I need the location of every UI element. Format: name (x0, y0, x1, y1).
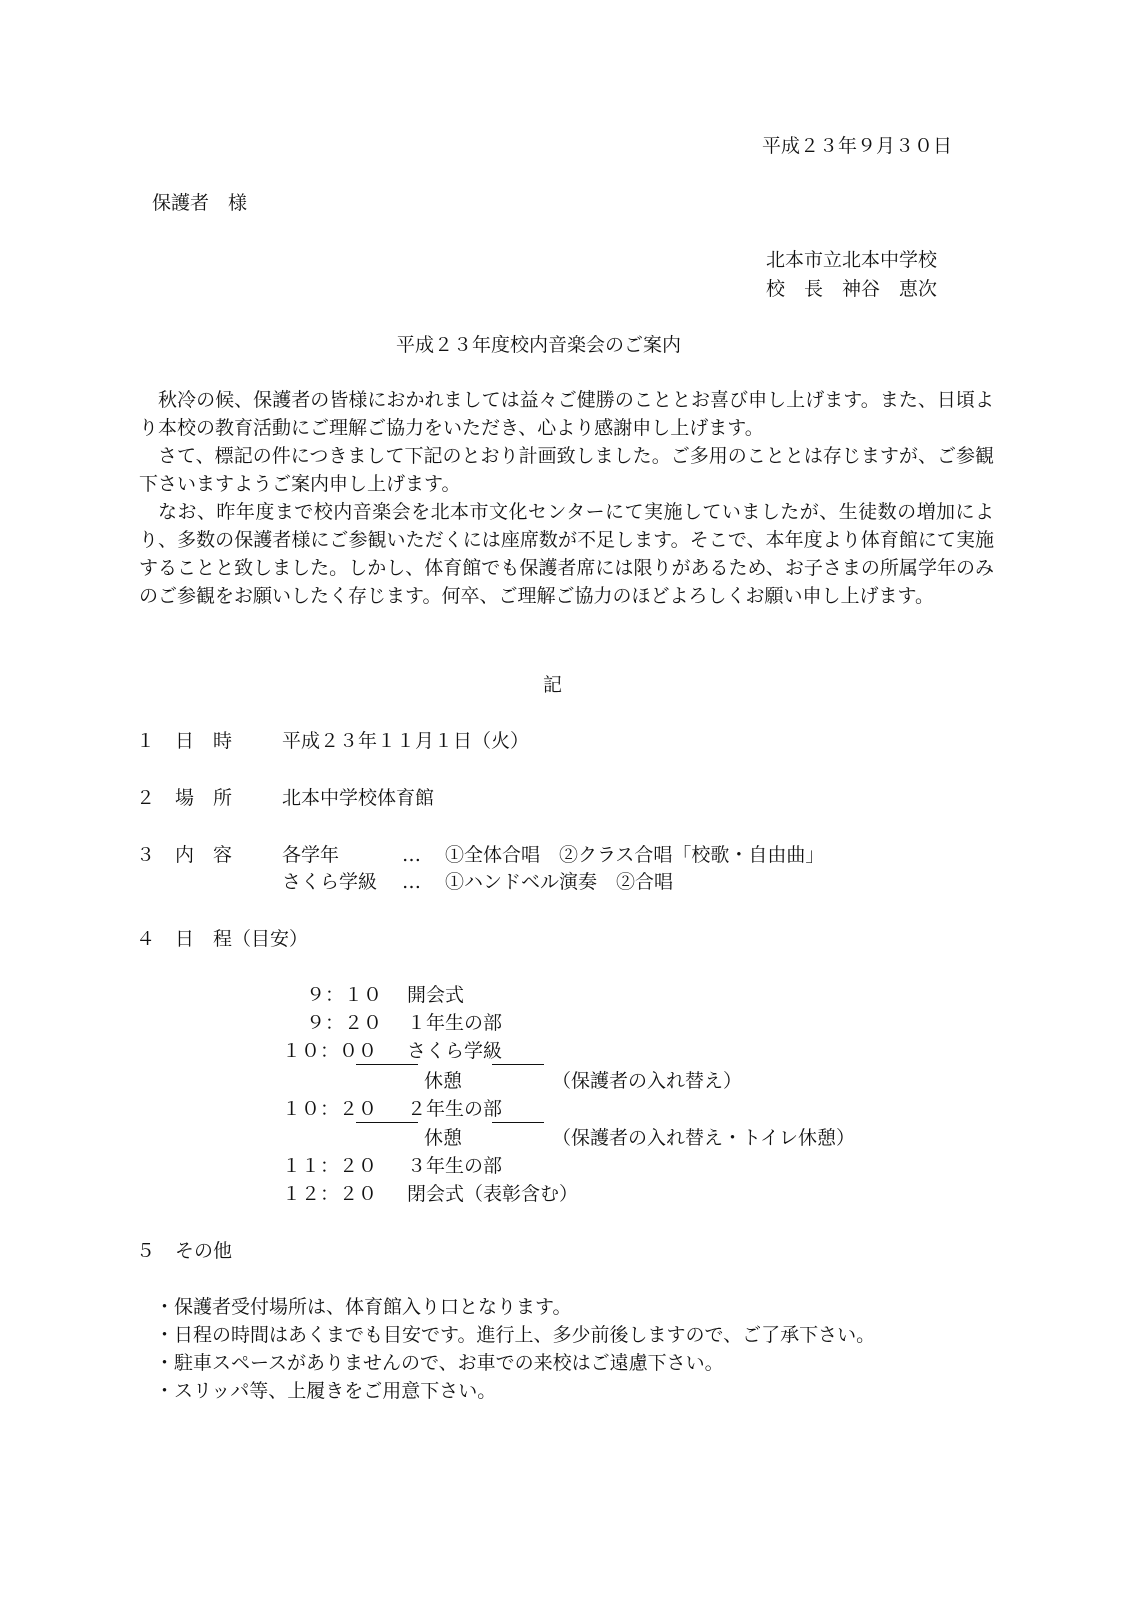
schedule-note: （保護者の入れ替え・トイレ休憩） (552, 1127, 856, 1149)
schedule-time: ９：１０ (306, 984, 383, 1006)
item-label: 内 容 (175, 844, 233, 866)
schedule-time: １０：２０ (282, 1098, 378, 1120)
note-item: ・日程の時間はあくまでも目安です。進行上、多少前後しますので、ご了承下さい。 (155, 1324, 876, 1346)
schedule-time: ９：２０ (306, 1012, 383, 1034)
schedule-event: 閉会式（表彰含む） (407, 1183, 579, 1205)
content-dots: … (402, 844, 421, 866)
schedule-event: ２年生の部 (407, 1098, 503, 1120)
bracket-line (356, 1122, 418, 1123)
schedule-event: 休憩 (424, 1070, 463, 1092)
item-label: 日 時 (175, 730, 233, 752)
schedule-time: １１：２０ (282, 1155, 378, 1177)
bracket-line (492, 1122, 544, 1123)
item-number: ４ (136, 928, 156, 950)
schedule-event: ３年生の部 (407, 1155, 503, 1177)
item-label: 場 所 (175, 787, 233, 809)
item-value: 平成２３年１１月１日（火） (282, 730, 530, 752)
schedule-event: さくら学級 (407, 1040, 503, 1062)
note-item: ・スリッパ等、上履きをご用意下さい。 (155, 1380, 497, 1402)
body-paragraph-3: なお、昨年度まで校内音楽会を北本市文化センターにて実施していましたが、生徒数の増加により、多数の保護者様にご参観いただくには座席数が不足します。そこで、本年度より体育館にて実施することと致しました。しかし、体育館でも保護者席には限りがあるため、お子さまの所属学年のみのご参観をお願いしたく存じます。何卒、ご理解ご協力のほどよろしくお願い申し上げます。 (139, 501, 994, 607)
schedule-note: （保護者の入れ替え） (552, 1070, 743, 1092)
item-number: ５ (136, 1240, 156, 1262)
note-item: ・駐車スペースがありませんので、お車での来校はご遠慮下さい。 (155, 1352, 724, 1374)
item-number: １ (136, 730, 156, 752)
note-item: ・保護者受付場所は、体育館入り口となります。 (155, 1296, 572, 1318)
item-label: 日 程（目安） (175, 928, 309, 950)
content-group: さくら学級 (282, 871, 378, 893)
sender-school: 北本市立北本中学校 (766, 249, 938, 271)
schedule-time: １２：２０ (282, 1183, 378, 1205)
addressee: 保護者 様 (152, 192, 248, 214)
schedule-event: 開会式 (407, 984, 465, 1006)
content-dots: … (402, 871, 421, 893)
bracket-line (356, 1064, 418, 1065)
content-detail: ①全体合唱 ②クラス合唱「校歌・自由曲」 (445, 844, 825, 866)
content-detail: ①ハンドベル演奏 ②合唱 (445, 871, 674, 893)
letter-date: 平成２３年９月３０日 (761, 135, 952, 157)
ki-heading: 記 (543, 674, 563, 696)
sender-principal: 校 長 神谷 恵次 (766, 278, 938, 300)
document-title: 平成２３年度校内音楽会のご案内 (396, 334, 682, 356)
item-label: その他 (175, 1240, 233, 1262)
item-number: ２ (136, 787, 156, 809)
schedule-time: １０：００ (282, 1040, 378, 1062)
body-paragraph-1: 秋冷の候、保護者の皆様におかれましては益々ご健勝のこととお喜び申し上げます。また、日頃より本校の教育活動にご理解ご協力をいただき、心より感謝申し上げます。 (139, 389, 994, 439)
content-group: 各学年 (282, 844, 340, 866)
schedule-event: １年生の部 (407, 1012, 503, 1034)
item-value: 北本中学校体育館 (282, 787, 435, 809)
bracket-line (492, 1064, 544, 1065)
schedule-event: 休憩 (424, 1127, 463, 1149)
body-paragraph-2: さて、標記の件につきまして下記のとおり計画致しました。ご多用のこととは存じますが、ご参観下さいますようご案内申し上げます。 (139, 445, 994, 495)
item-number: ３ (136, 844, 156, 866)
